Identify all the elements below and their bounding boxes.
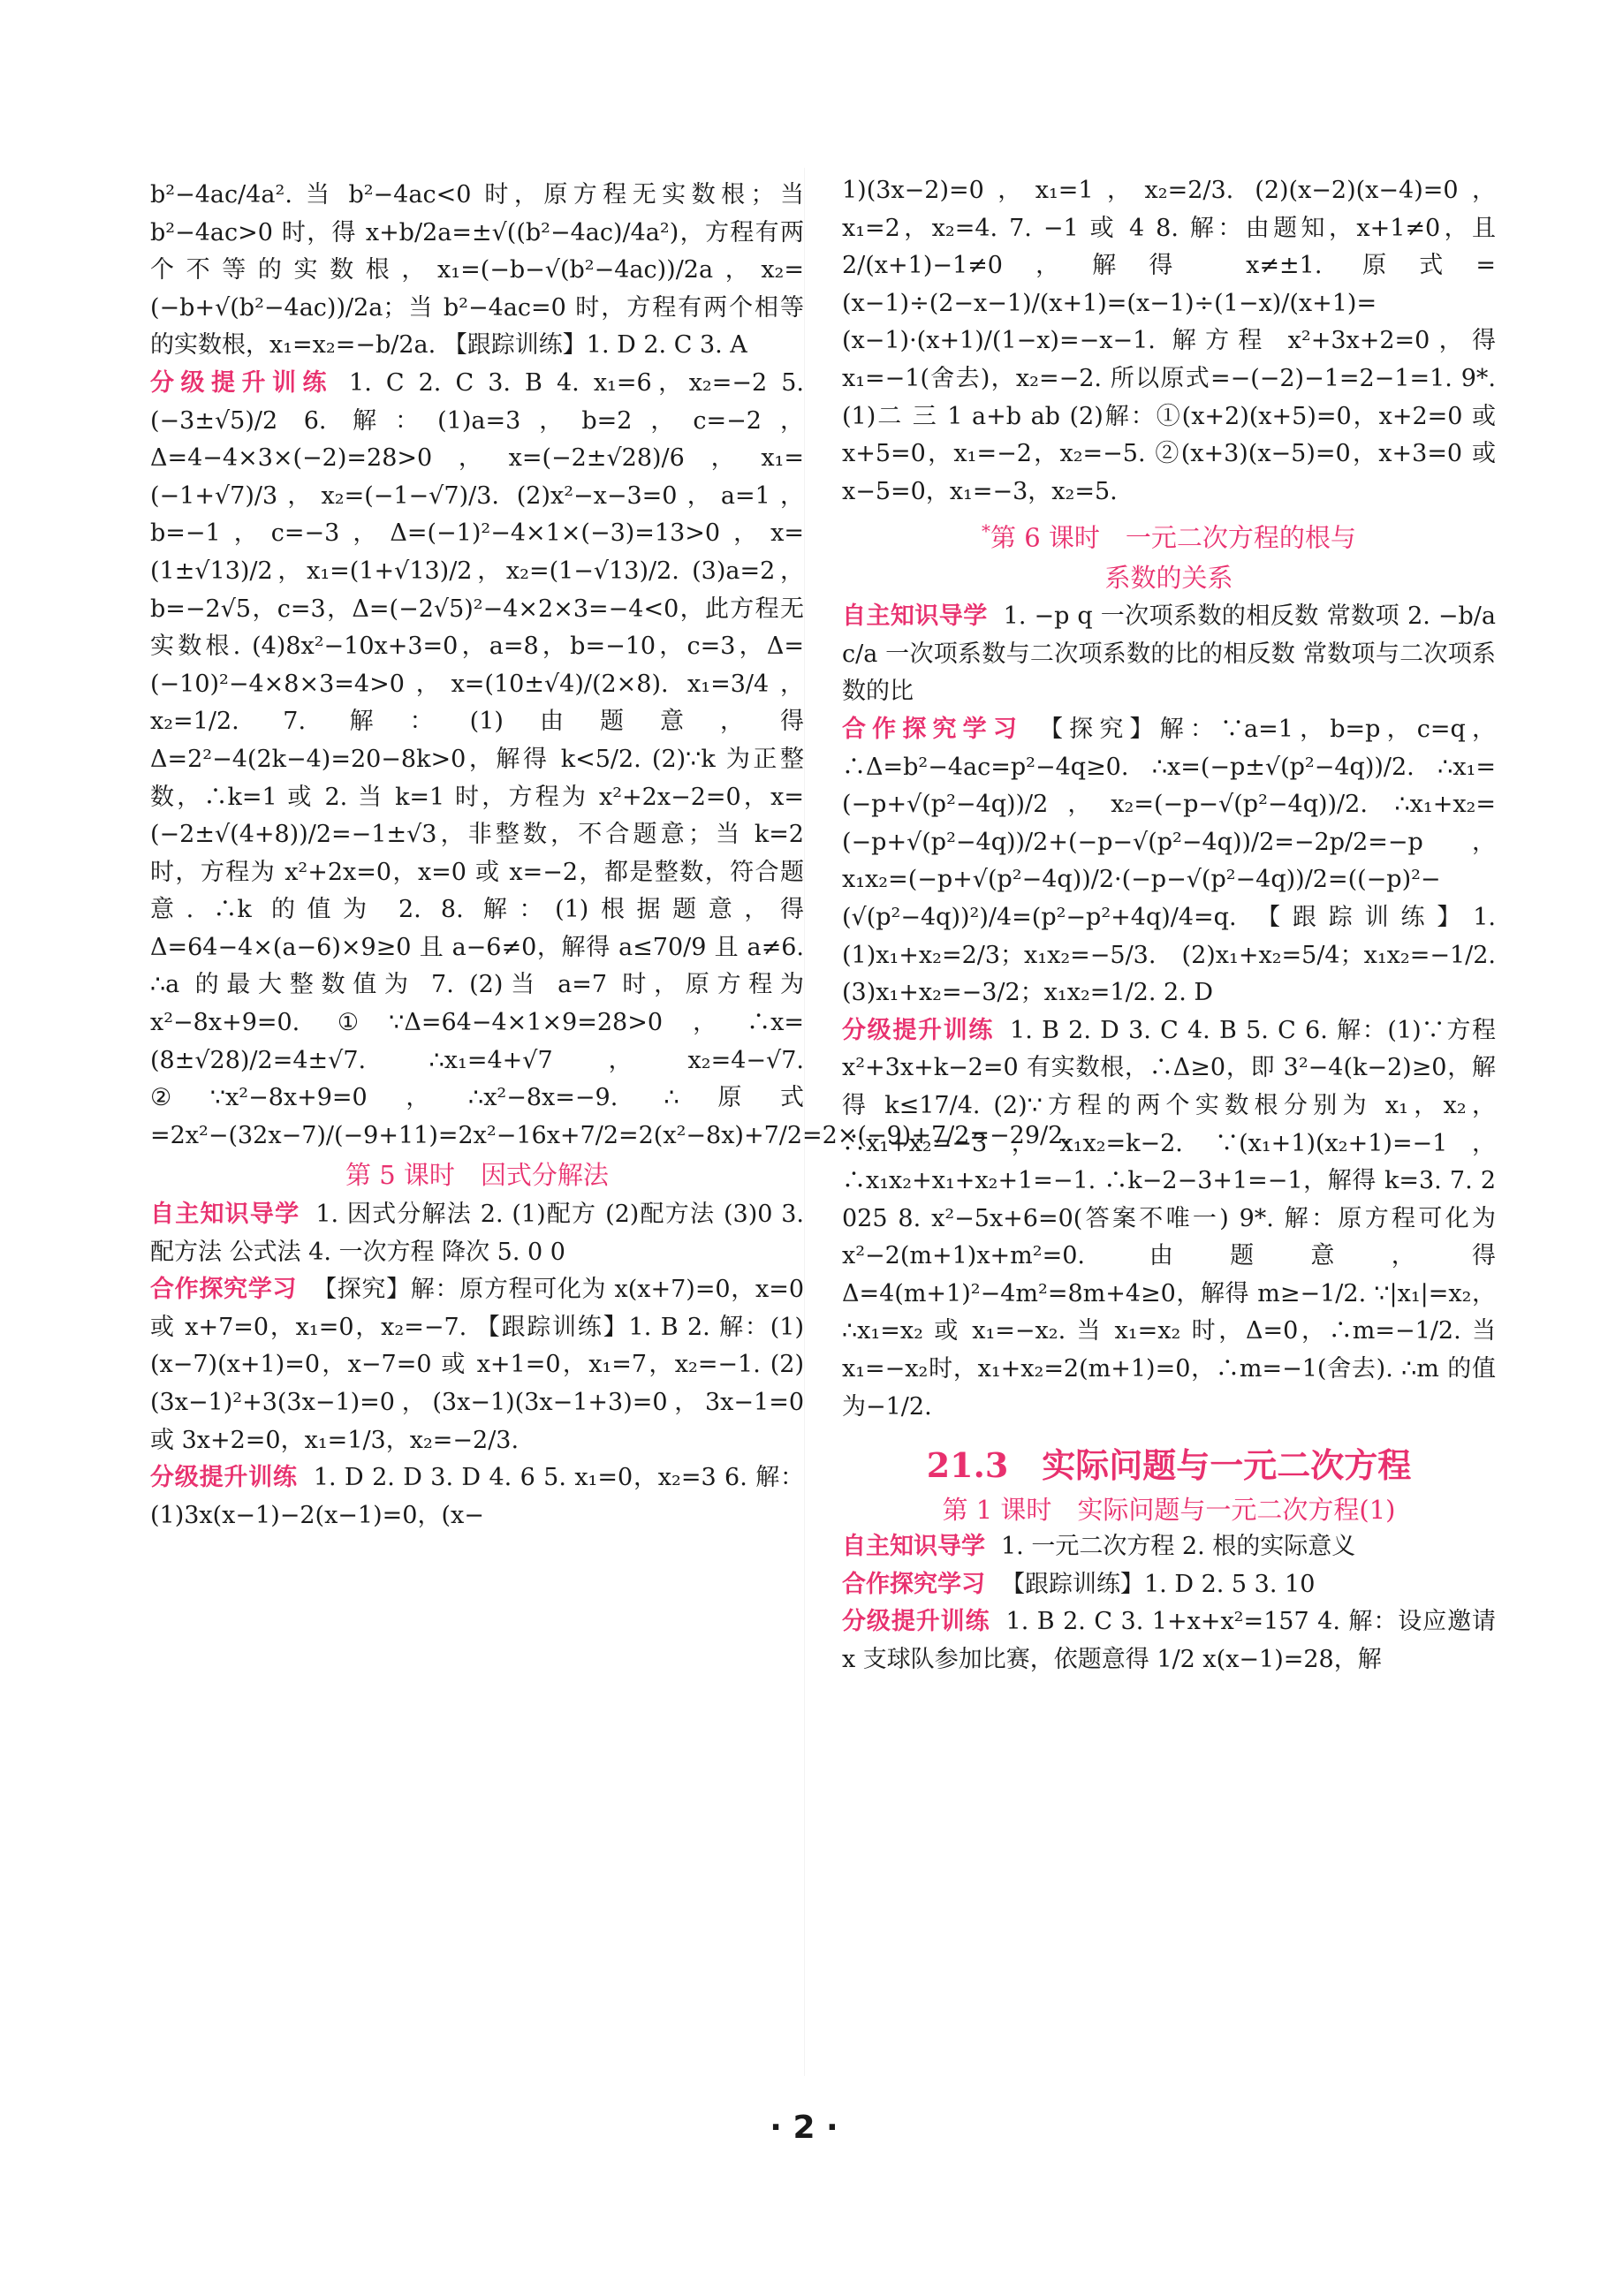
paragraph	[842, 1528, 1496, 1566]
paragraph	[842, 1603, 1496, 1678]
section-label: 自主知识导学	[150, 1201, 300, 1229]
paragraph-text: 1. −p q 一次项系数的相反数 常数项 2. −b/a c/a 一次项系数与二次项系数的比的相反数 常数项与二次项系数的比	[842, 602, 1496, 706]
paragraph-text: 1. D 2. D 3. D 4. 6 5. x₁=0，x₂=3 6. 解：(1)3x(x−1)−2(x−1)=0，(x−	[150, 1464, 805, 1529]
paragraph	[842, 1566, 1496, 1604]
section-label: 自主知识导学	[842, 602, 988, 631]
paragraph	[150, 1459, 804, 1534]
lesson-title-continued: 系数的关系	[1104, 562, 1233, 593]
paragraph-text: 1. 一元二次方程 2. 根的实际意义	[1001, 1533, 1356, 1561]
optional-star: *	[982, 520, 991, 542]
paragraph-text: 1. B 2. D 3. C 4. B 5. C 6. 解：(1)∵方程 x²+3x+k−2=0 有实数根，∴Δ≥0，即 3²−4(k−2)≥0，解得 k≤17/4. (2)∵方程的两个实数根分别为 x₁，x₂，∴x₁+x₂=−3，x₁x₂=k−2. ∵(x₁+1)(x₂+1)=−1，∴x₁x₂+x₁+x₂+1=−1. ∴k−2−3+1=−1，解得 k=3. 7. 2 025 8. x²−5x+6=0(答案不唯一) 9*. 解：原方程可化为 x²−2(m+1)x+m²=0. 由题意，得 Δ=4(m+1)²−4m²=8m+4≥0，解得 m≥−1/2. ∵|x₁|=x₂，∴x₁=x₂ 或 x₁=−x₂. 当 x₁=x₂ 时，Δ=0，∴m=−1/2. 当 x₁=−x₂时，x₁+x₂=2(m+1)=0，∴m=−1(舍去). ∴m 的值为−1/2.	[842, 1016, 1497, 1421]
paragraph: 1)(3x−2)=0，x₁=1，x₂=2/3. (2)(x−2)(x−4)=0，x₁=2，x₂=4. 7. −1 或 4 8. 解：由题知，x+1≠0，且 2/(x+1)−1≠0，解得 x≠±1. 原式=(x−1)÷(2−x−1)/(x+1)=(x−1)÷(1−x)/(x+1)=(x−1)·(x+1)/(1−x)=−x−1. 解方程 x²+3x+2=0，得 x₁=−1(舍去)，x₂=−2. 所以原式=−(−2)−1=2−1=1. 9*. (1)二 三 1 a+b ab (2)解：①(x+2)(x+5)=0，x+2=0 或 x+5=0，x₁=−2，x₂=−5. ②(x+3)(x−5)=0，x+3=0 或 x−5=0，x₁=−3，x₂=5.	[842, 177, 1496, 505]
section-label: 合作探究学习	[842, 1570, 985, 1598]
lesson-title: 第 5 课时 因式分解法	[345, 1160, 609, 1191]
paragraph-text: 【探究】解：原方程可化为 x(x+7)=0，x=0 或 x+7=0，x₁=0，x₂=−7. 【跟踪训练】1. B 2. 解：(1)(x−7)(x+1)=0，x−7=0 或 x+1=0，x₁=7，x₂=−1. (2)(3x−1)²+3(3x−1)=0，(3x−1)(3x−1+3)=0，3x−1=0 或 3x+2=0，x₁=1/3，x₂=−2/3.	[150, 1276, 805, 1454]
paragraph-text: 1. B 2. C 3. 1+x+x²=157 4. 解：设应邀请 x 支球队参加比赛，依题意得 1/2 x(x−1)=28，解	[842, 1608, 1497, 1674]
section-label: 自主知识导学	[842, 1533, 985, 1561]
paragraph	[842, 598, 1496, 711]
section-label: 分级提升训练	[842, 1016, 995, 1044]
paragraph-text: 1. C 2. C 3. B 4. x₁=6，x₂=−2 5. (−3±√5)/2 6. 解：(1)a=3，b=2，c=−2，Δ=4−4×3×(−2)=28>0，x=(−2±√28)/6，x₁=(−1+√7)/3，x₂=(−1−√7)/3. (2)x²−x−3=0，a=1，b=−1，c=−3，Δ=(−1)²−4×1×(−3)=13>0，x=(1±√13)/2，x₁=(1+√13)/2，x₂=(1−√13)/2. (3)a=2，b=−2√5，c=3，Δ=(−2√5)²−4×2×3=−4<0，此方程无实数根. (4)8x²−10x+3=0，a=8，b=−10，c=3，Δ=(−10)²−4×8×3=4>0，x=(10±√4)/(2×8). x₁=3/4，x₂=1/2. 7. 解：(1)由题意，得 Δ=2²−4(2k−4)=20−8k>0，解得 k<5/2. (2)∵k 为正整数，∴k=1 或 2. 当 k=1 时，方程为 x²+2x−2=0，x=(−2±√(4+8))/2=−1±√3，非整数，不合题意；当 k=2 时，方程为 x²+2x=0，x=0 或 x=−2，都是整数，符合题意. ∴k 的值为 2. 8. 解：(1)根据题意，得 Δ=64−4×(a−6)×9≥0 且 a−6≠0，解得 a≤70/9 且 a≠6. ∴a 的最大整数值为 7. (2)当 a=7 时，原方程为 x²−8x+9=0. ①∵Δ=64−4×1×9=28>0，∴x=(8±√28)/2=4±√7. ∴x₁=4+√7，x₂=4−√7. ②∵x²−8x+9=0，∴x²−8x=−9. ∴原式=2x²−(32x−7)/(−9+11)=2x²−16x+7/2=2(x²−8x)+7/2=2×(−9)+7/2=−29/2.	[150, 368, 1071, 1149]
paragraph: b²−4ac/4a². 当 b²−4ac<0 时，原方程无实数根；当 b²−4ac>0 时，得 x+b/2a=±√((b²−4ac)/4a²)，方程有两个不等的实数根，x₁=(−b−√(b²−4ac))/2a，x₂=(−b+√(b²−4ac))/2a；当 b²−4ac=0 时，方程有两个相等的实数根，x₁=x₂=−b/2a. 【跟踪训练】1. D 2. C 3. A	[150, 181, 804, 360]
paragraph	[150, 1196, 804, 1271]
page-number: · 2 ·	[770, 2110, 838, 2146]
lesson-title: 第 1 课时 实际问题与一元二次方程(1)	[942, 1495, 1396, 1526]
chapter-title: 21.3 实际问题与一元二次方程	[926, 1445, 1412, 1486]
section-label: 合作探究学习	[150, 1276, 298, 1304]
paragraph	[842, 1012, 1496, 1427]
left-column	[150, 177, 1071, 1534]
paragraph-text: 【跟踪训练】1. D 2. 5 3. 10	[1001, 1570, 1316, 1598]
paragraph-text: 【探究】解：∵a=1，b=p，c=q，∴Δ=b²−4ac=p²−4q≥0. ∴x=(−p±√(p²−4q))/2. ∴x₁=(−p+√(p²−4q))/2，x₂=(−p−√(p²−4q))/2. ∴x₁+x₂=(−p+√(p²−4q))/2+(−p−√(p²−4q))/2=−2p/2=−p，x₁x₂=(−p+√(p²−4q))/2·(−p−√(p²−4q))/2=((−p)²−(√(p²−4q))²)/4=(p²−p²+4q)/4=q. 【跟踪训练】1. (1)x₁+x₂=2/3；x₁x₂=−5/3. (2)x₁+x₂=5/4；x₁x₂=−1/2. (3)x₁+x₂=−3/2；x₁x₂=1/2. 2. D	[842, 715, 1496, 1007]
paragraph	[150, 1271, 804, 1459]
paragraph	[842, 711, 1496, 1012]
lesson-title-line: 第 6 课时 一元二次方程的根与	[990, 523, 1356, 553]
right-column	[842, 172, 1496, 1679]
section-label: 分级提升训练	[842, 1608, 990, 1636]
section-label: 合作探究学习	[842, 715, 1024, 743]
lesson-title	[842, 512, 1496, 557]
paragraph-text: 1. 因式分解法 2. (1)配方 (2)配方法 (3)0 3. 配方法 公式法 4. 一次方程 降次 5. 0 0	[150, 1201, 804, 1266]
section-label: 分级提升训练	[150, 368, 334, 397]
section-label: 分级提升训练	[150, 1464, 298, 1492]
